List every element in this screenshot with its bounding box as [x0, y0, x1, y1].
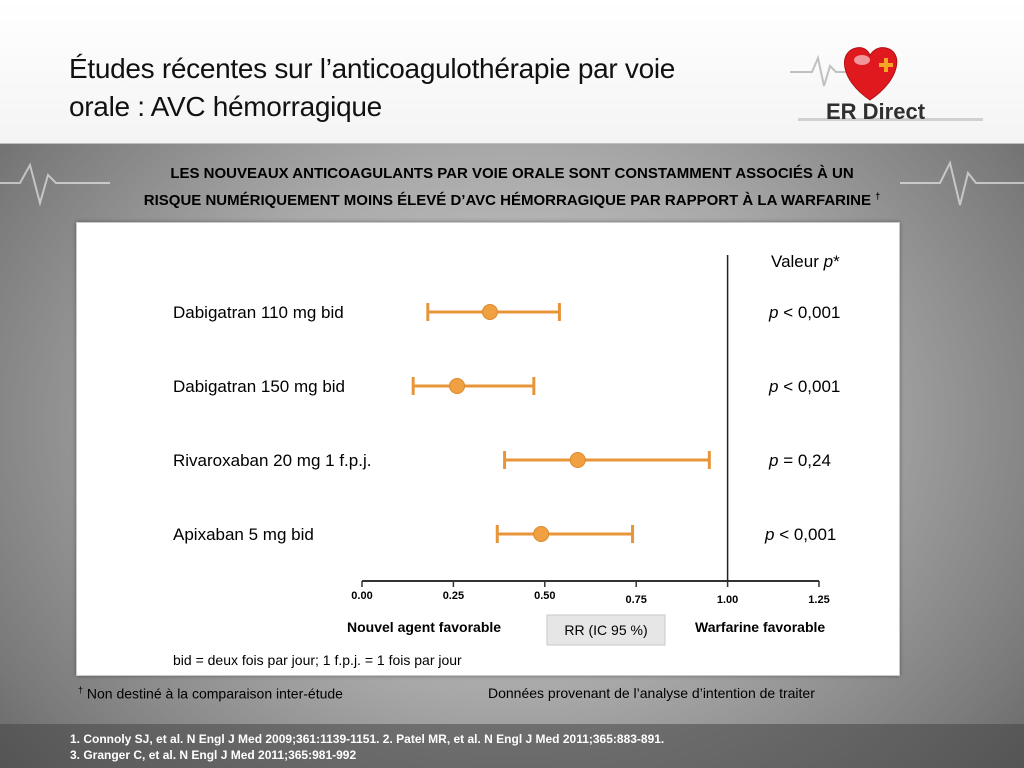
subtitle-line-1: LES NOUVEAUX ANTICOAGULANTS PAR VOIE ORALE SONT CONSTAMMENT ASSOCIÉS À UN	[170, 165, 854, 182]
forest-row	[173, 377, 840, 396]
x-tick-label: 0.50	[534, 590, 556, 602]
point-estimate	[570, 453, 585, 468]
footnote-dagger: †	[78, 685, 84, 695]
x-tick-label: 1.25	[808, 594, 830, 606]
slide-subtitle	[60, 163, 964, 212]
right-favor-label: Warfarine favorable	[695, 619, 826, 635]
left-favor-label: Nouvel agent favorable	[347, 619, 502, 635]
title-line-1: Études récentes sur l’anticoagulothérapie par voie	[69, 53, 676, 84]
x-tick-label: 0.00	[351, 590, 373, 602]
x-tick-label: 0.75	[625, 594, 647, 606]
x-tick-label: 1.00	[716, 594, 739, 606]
row-label: Dabigatran 110 mg bid	[173, 303, 344, 322]
forest-row	[173, 525, 836, 544]
row-label: Apixaban 5 mg bid	[173, 525, 314, 544]
footnote-right: Données provenant de l’analyse d’intention de traiter	[488, 685, 815, 701]
x-tick-label: 0.25	[442, 590, 465, 602]
title-line-2: orale : AVC hémorragique	[69, 91, 382, 122]
reference-line-1: 1. Connoly SJ, et al. N Engl J Med 2009;361:1139-1151. 2. Patel MR, et al. N Engl J Med 2011;365:883-891.	[70, 732, 665, 746]
chart-panel	[76, 222, 900, 676]
p-value: p < 0,001	[769, 377, 841, 396]
subtitle-line-2: RISQUE NUMÉRIQUEMENT MOINS ÉLEVÉ D’AVC HÉMORRAGIQUE PAR RAPPORT À LA WARFARINE	[143, 192, 872, 209]
p-value: p < 0,001	[769, 303, 841, 322]
point-estimate	[482, 305, 497, 320]
point-estimate	[450, 379, 465, 394]
row-label: Rivaroxaban 20 mg 1 f.p.j.	[173, 451, 372, 470]
heart-icon	[844, 48, 896, 100]
references	[70, 731, 970, 763]
abbreviation-note: bid = deux fois par jour; 1 f.p.j. = 1 fois par jour	[173, 652, 462, 668]
forest-plot	[77, 223, 899, 675]
forest-row	[173, 303, 840, 322]
subtitle-dagger: †	[875, 191, 881, 201]
row-label: Dabigatran 150 mg bid	[173, 377, 346, 396]
logo-text: ER Direct	[826, 99, 926, 124]
footnote-left	[78, 685, 343, 702]
pvalue-header: Valeur p*	[771, 252, 840, 271]
x-axis-label: RR (IC 95 %)	[564, 622, 648, 638]
point-estimate	[534, 527, 549, 542]
footnote-left-text: Non destiné à la comparaison inter-étude	[83, 685, 343, 702]
logo-ecg-icon	[790, 58, 850, 86]
forest-row	[173, 451, 831, 470]
slide-title	[69, 50, 789, 126]
p-value: p = 0,24	[769, 451, 831, 470]
reference-line-2: 3. Granger C, et al. N Engl J Med 2011;365:981-992	[70, 748, 357, 762]
p-value: p < 0,001	[765, 525, 837, 544]
